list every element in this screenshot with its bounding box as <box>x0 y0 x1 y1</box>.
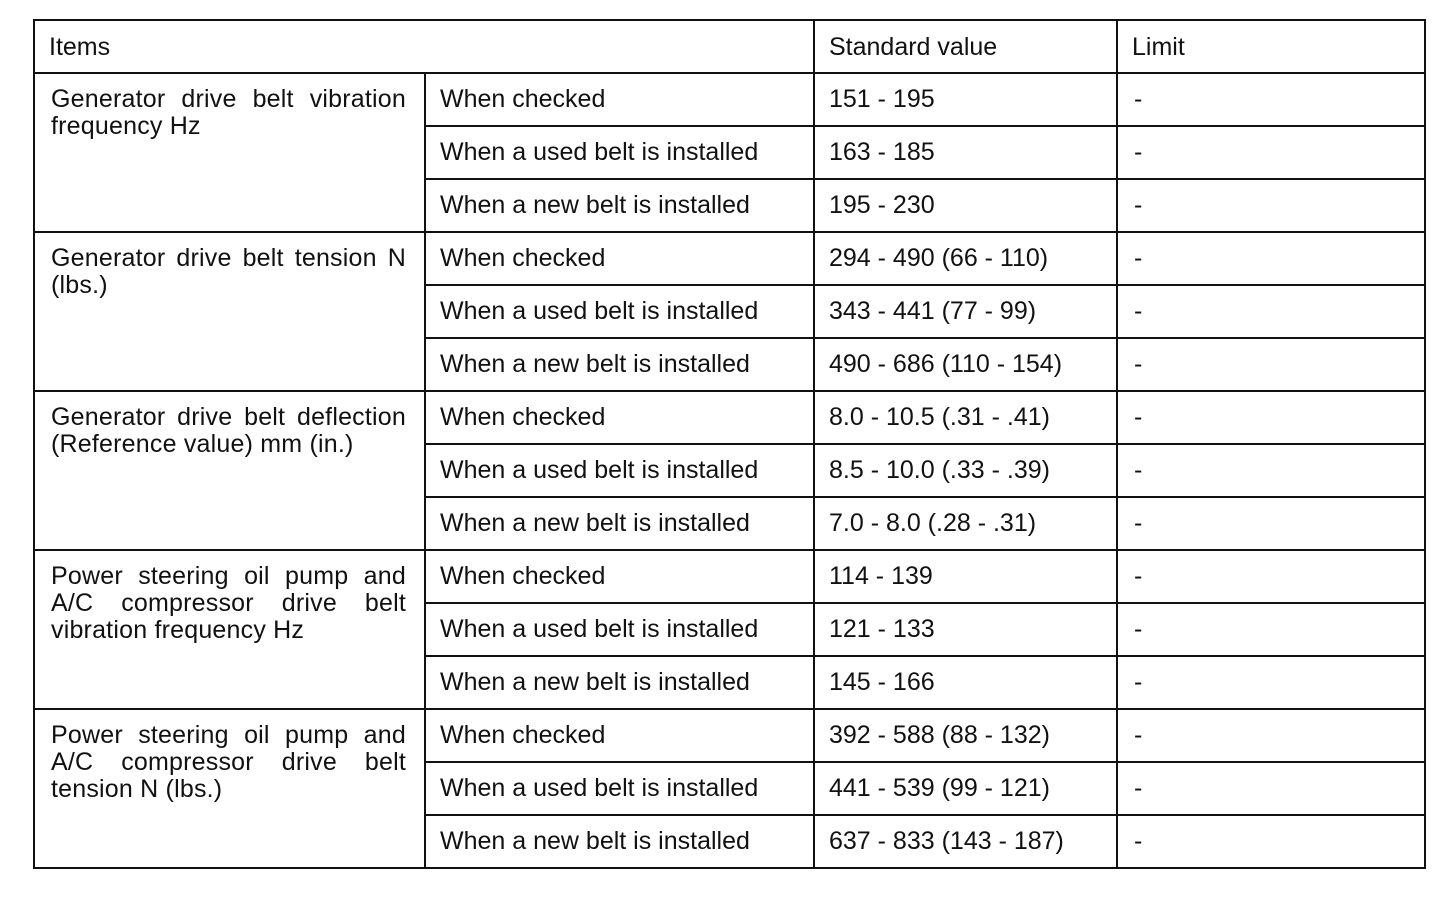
limit-value: - <box>1134 615 1143 643</box>
condition-label: When a new belt is installed <box>440 668 750 696</box>
standard-value-cell <box>814 709 1117 762</box>
item-cell <box>34 73 425 232</box>
standard-value: 121 - 133 <box>829 615 935 643</box>
limit-cell <box>1117 550 1425 603</box>
standard-value: 392 - 588 (88 - 132) <box>829 721 1050 749</box>
standard-value-cell <box>814 444 1117 497</box>
limit-value: - <box>1134 562 1143 590</box>
limit-value: - <box>1134 297 1143 325</box>
table-row <box>34 232 1425 285</box>
standard-value: 441 - 539 (99 - 121) <box>829 774 1050 802</box>
standard-value-cell <box>814 285 1117 338</box>
standard-value-cell <box>814 391 1117 444</box>
limit-value: - <box>1134 721 1143 749</box>
condition-label: When a used belt is installed <box>440 297 759 325</box>
condition-label: When a used belt is installed <box>440 774 759 802</box>
condition-label: When a used belt is installed <box>440 456 759 484</box>
condition-cell <box>425 550 814 603</box>
condition-cell <box>425 603 814 656</box>
header-items-label: Items <box>49 33 111 61</box>
standard-value: 7.0 - 8.0 (.28 - .31) <box>829 509 1037 537</box>
condition-label: When checked <box>440 85 606 113</box>
condition-cell <box>425 709 814 762</box>
limit-value: - <box>1134 456 1143 484</box>
limit-value: - <box>1134 138 1143 166</box>
condition-label: When checked <box>440 721 606 749</box>
header-limit-label: Limit <box>1132 33 1185 61</box>
standard-value-cell <box>814 179 1117 232</box>
standard-value: 294 - 490 (66 - 110) <box>829 244 1049 272</box>
condition-label: When a new belt is installed <box>440 191 750 219</box>
header-items <box>34 20 814 73</box>
standard-value: 195 - 230 <box>829 191 935 219</box>
limit-cell <box>1117 656 1425 709</box>
table-row <box>34 391 1425 444</box>
limit-cell <box>1117 603 1425 656</box>
standard-value-cell <box>814 603 1117 656</box>
condition-cell <box>425 126 814 179</box>
header-standard-value <box>814 20 1117 73</box>
condition-label: When a new belt is installed <box>440 350 750 378</box>
condition-label: When a used belt is installed <box>440 138 759 166</box>
condition-cell <box>425 73 814 126</box>
standard-value: 343 - 441 (77 - 99) <box>829 297 1037 325</box>
condition-cell <box>425 179 814 232</box>
standard-value: 151 - 195 <box>829 85 935 113</box>
standard-value: 8.5 - 10.0 (.33 - .39) <box>829 456 1050 484</box>
item-label: Power steering oil pump and A/C compressor drive belt tension N (lbs.) <box>51 721 406 803</box>
limit-cell <box>1117 497 1425 550</box>
limit-value: - <box>1134 668 1143 696</box>
limit-value: - <box>1134 509 1143 537</box>
standard-value: 114 - 139 <box>829 562 933 590</box>
item-cell <box>34 391 425 550</box>
condition-label: When checked <box>440 244 606 272</box>
header-limit <box>1117 20 1425 73</box>
limit-cell <box>1117 762 1425 815</box>
standard-value: 490 - 686 (110 - 154) <box>829 350 1063 378</box>
table-row <box>34 709 1425 762</box>
limit-cell <box>1117 391 1425 444</box>
limit-value: - <box>1134 774 1143 802</box>
item-cell <box>34 709 425 868</box>
limit-cell <box>1117 444 1425 497</box>
condition-label: When a new belt is installed <box>440 509 750 537</box>
condition-cell <box>425 815 814 868</box>
condition-label: When checked <box>440 562 606 590</box>
condition-label: When checked <box>440 403 606 431</box>
limit-value: - <box>1134 403 1143 431</box>
standard-value: 163 - 185 <box>829 138 935 166</box>
limit-cell <box>1117 709 1425 762</box>
limit-cell <box>1117 815 1425 868</box>
limit-cell <box>1117 232 1425 285</box>
standard-value: 145 - 166 <box>829 668 935 696</box>
item-label: Generator drive belt vibration frequency Hz <box>51 85 406 140</box>
condition-cell <box>425 285 814 338</box>
standard-value-cell <box>814 126 1117 179</box>
table-header-row <box>34 20 1425 73</box>
limit-cell <box>1117 285 1425 338</box>
condition-cell <box>425 444 814 497</box>
limit-cell <box>1117 73 1425 126</box>
limit-cell <box>1117 338 1425 391</box>
limit-cell <box>1117 126 1425 179</box>
standard-value: 8.0 - 10.5 (.31 - .41) <box>829 403 1050 431</box>
condition-cell <box>425 391 814 444</box>
item-cell <box>34 232 425 391</box>
limit-cell <box>1117 179 1425 232</box>
limit-value: - <box>1134 350 1143 378</box>
condition-label: When a new belt is installed <box>440 827 750 855</box>
condition-cell <box>425 338 814 391</box>
standard-value-cell <box>814 338 1117 391</box>
table-row <box>34 550 1425 603</box>
standard-value-cell <box>814 815 1117 868</box>
standard-value-cell <box>814 550 1117 603</box>
item-label: Generator drive belt deflection (Reference value) mm (in.) <box>51 403 406 458</box>
standard-value-cell <box>814 762 1117 815</box>
item-label: Generator drive belt tension N (lbs.) <box>51 244 406 299</box>
standard-value-cell <box>814 73 1117 126</box>
condition-cell <box>425 232 814 285</box>
standard-value-cell <box>814 497 1117 550</box>
standard-value-cell <box>814 656 1117 709</box>
condition-cell <box>425 762 814 815</box>
header-standard-value-label: Standard value <box>829 33 998 61</box>
standard-value-cell <box>814 232 1117 285</box>
condition-cell <box>425 656 814 709</box>
limit-value: - <box>1134 244 1143 272</box>
limit-value: - <box>1134 191 1143 219</box>
condition-label: When a used belt is installed <box>440 615 759 643</box>
standard-value: 637 - 833 (143 - 187) <box>829 827 1064 855</box>
limit-value: - <box>1134 827 1143 855</box>
limit-value: - <box>1134 85 1143 113</box>
table-row <box>34 73 1425 126</box>
belt-spec-table <box>33 19 1426 869</box>
condition-cell <box>425 497 814 550</box>
item-label: Power steering oil pump and A/C compressor drive belt vibration frequency Hz <box>51 562 406 644</box>
item-cell <box>34 550 425 709</box>
